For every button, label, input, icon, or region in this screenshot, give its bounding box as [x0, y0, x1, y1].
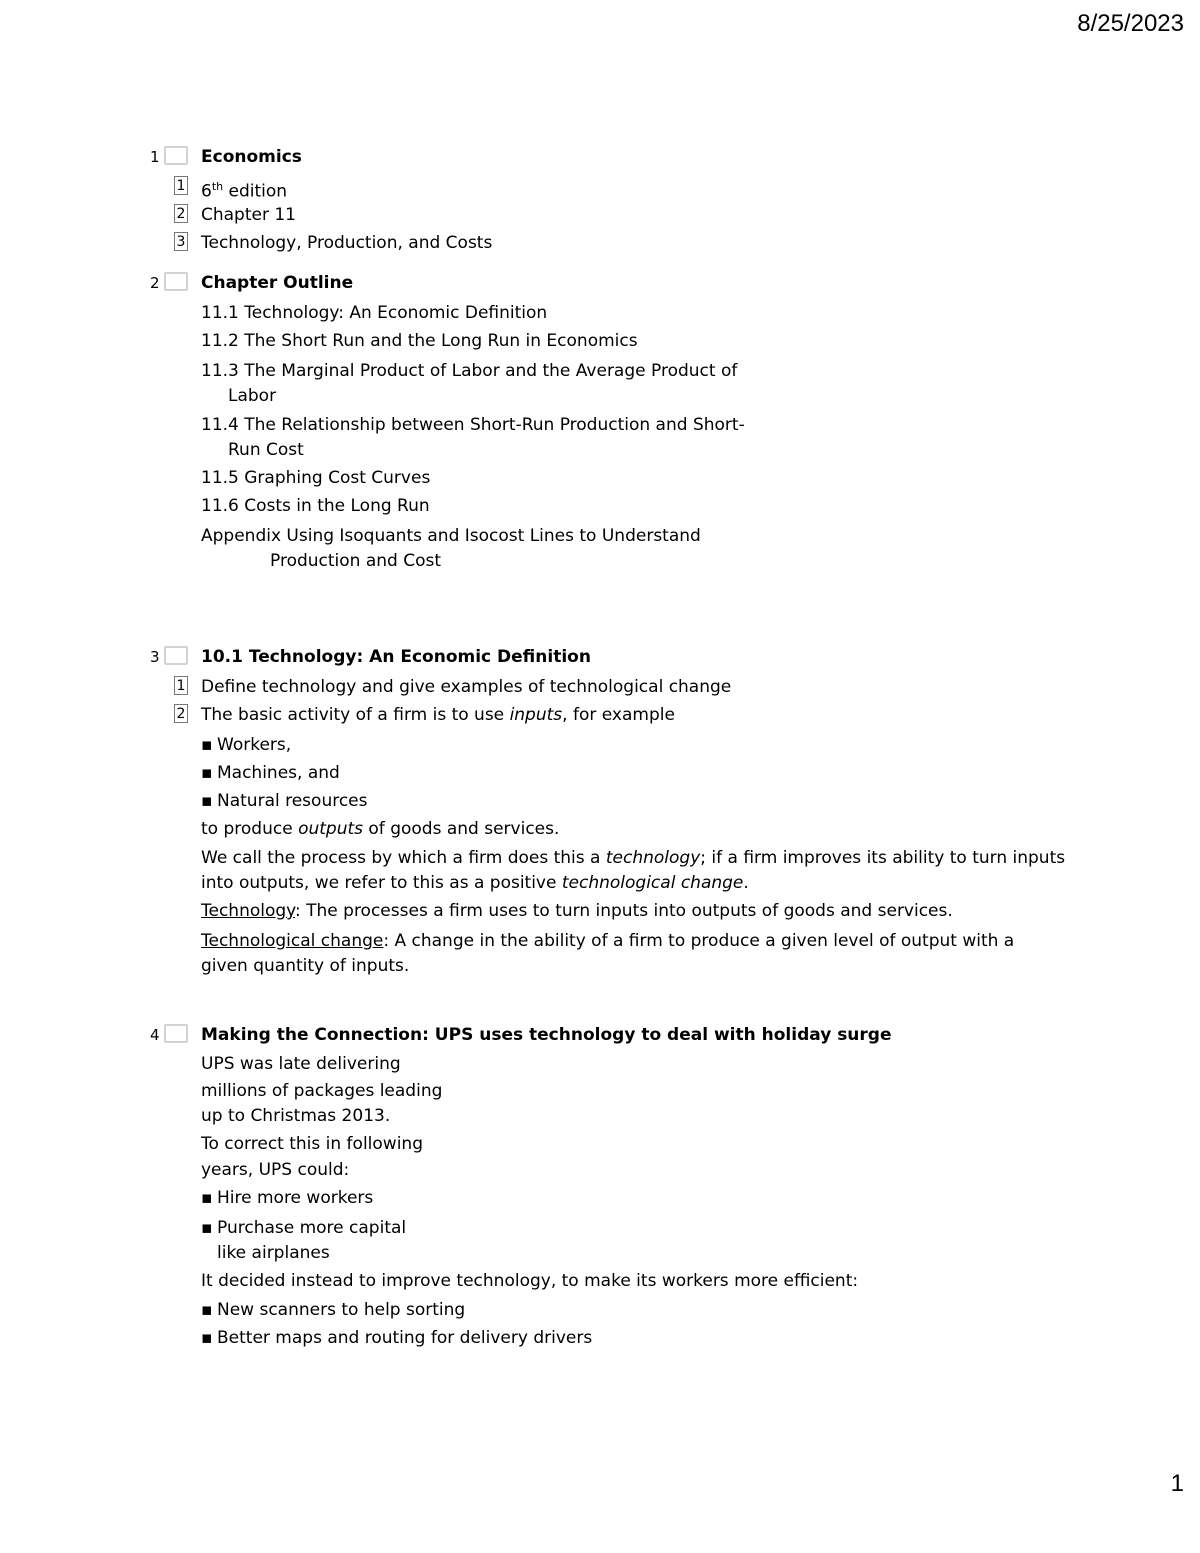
outline-line: 11.1 Technology: An Economic Definition: [201, 303, 548, 323]
item-text: Define technology and give examples of technological change: [201, 677, 732, 697]
bullet-item: ▪ Better maps and routing for delivery drivers: [201, 1328, 593, 1348]
chapter-line: Chapter 11: [201, 205, 297, 225]
outline-line: 11.2 The Short Run and the Long Run in Economics: [201, 331, 638, 351]
slide-title: 10.1 Technology: An Economic Definition: [201, 647, 591, 667]
item-number-box: 3: [174, 232, 188, 251]
slide-number: 3: [150, 648, 160, 666]
outline-line: 11.5 Graphing Cost Curves: [201, 468, 431, 488]
slide-title: Chapter Outline: [201, 273, 354, 293]
body-text: To correct this in following: [201, 1134, 423, 1154]
outline-line: 11.3 The Marginal Product of Labor and the Average Product of: [201, 361, 738, 381]
outline-line: 11.6 Costs in the Long Run: [201, 496, 430, 516]
slide-thumbnail[interactable]: [164, 646, 188, 665]
slide-thumbnail[interactable]: [164, 146, 188, 165]
slide-number: 1: [150, 148, 160, 166]
slide-title: Economics: [201, 147, 302, 167]
item-text: The basic activity of a firm is to use inputs, for example: [201, 705, 675, 725]
definition: Technological change: A change in the ability of a firm to produce a given level of output with a: [201, 931, 1015, 951]
bullet-item: ▪ Workers,: [201, 735, 292, 755]
body-text: It decided instead to improve technology, to make its workers more efficient:: [201, 1271, 859, 1291]
definition-cont: given quantity of inputs.: [201, 956, 410, 976]
bullet-item: ▪ Machines, and: [201, 763, 340, 783]
slide-number: 2: [150, 274, 160, 292]
bullet-item: ▪ Hire more workers: [201, 1188, 374, 1208]
body-text: years, UPS could:: [201, 1160, 350, 1180]
body-text: millions of packages leading: [201, 1081, 443, 1101]
outline-line: Labor: [228, 386, 277, 406]
item-number-box: 1: [174, 676, 188, 695]
subtitle-line: Technology, Production, and Costs: [201, 233, 493, 253]
page-number: 1: [1170, 1470, 1184, 1497]
bullet-item: ▪ Purchase more capital: [201, 1218, 407, 1238]
outline-line: Run Cost: [228, 440, 304, 460]
item-number-box: 2: [174, 204, 188, 223]
bullet-cont: like airplanes: [217, 1243, 330, 1263]
outline-line: Production and Cost: [270, 551, 442, 571]
body-text: to produce outputs of goods and services.: [201, 819, 560, 839]
bullet-item: ▪ Natural resources: [201, 791, 368, 811]
item-number-box: 2: [174, 704, 188, 723]
definition: Technology: The processes a firm uses to turn inputs into outputs of goods and services.: [201, 901, 953, 921]
outline-line: 11.4 The Relationship between Short-Run Production and Short-: [201, 415, 745, 435]
body-text: into outputs, we refer to this as a positive technological change.: [201, 873, 749, 893]
slide-thumbnail[interactable]: [164, 1024, 188, 1043]
edition-line: 6th edition: [201, 180, 288, 202]
slide-thumbnail[interactable]: [164, 272, 188, 291]
slide-title: Making the Connection: UPS uses technology to deal with holiday surge: [201, 1025, 892, 1045]
bullet-item: ▪ New scanners to help sorting: [201, 1300, 466, 1320]
slide-number: 4: [150, 1026, 160, 1044]
print-date: 8/25/2023: [1077, 10, 1184, 37]
body-text: up to Christmas 2013.: [201, 1106, 391, 1126]
body-text: We call the process by which a firm does this a technology; if a firm improves its ability to turn inputs: [201, 848, 1066, 868]
outline-line: Appendix Using Isoquants and Isocost Lines to Understand: [201, 526, 701, 546]
body-text: UPS was late delivering: [201, 1054, 401, 1074]
item-number-box: 1: [174, 176, 188, 195]
